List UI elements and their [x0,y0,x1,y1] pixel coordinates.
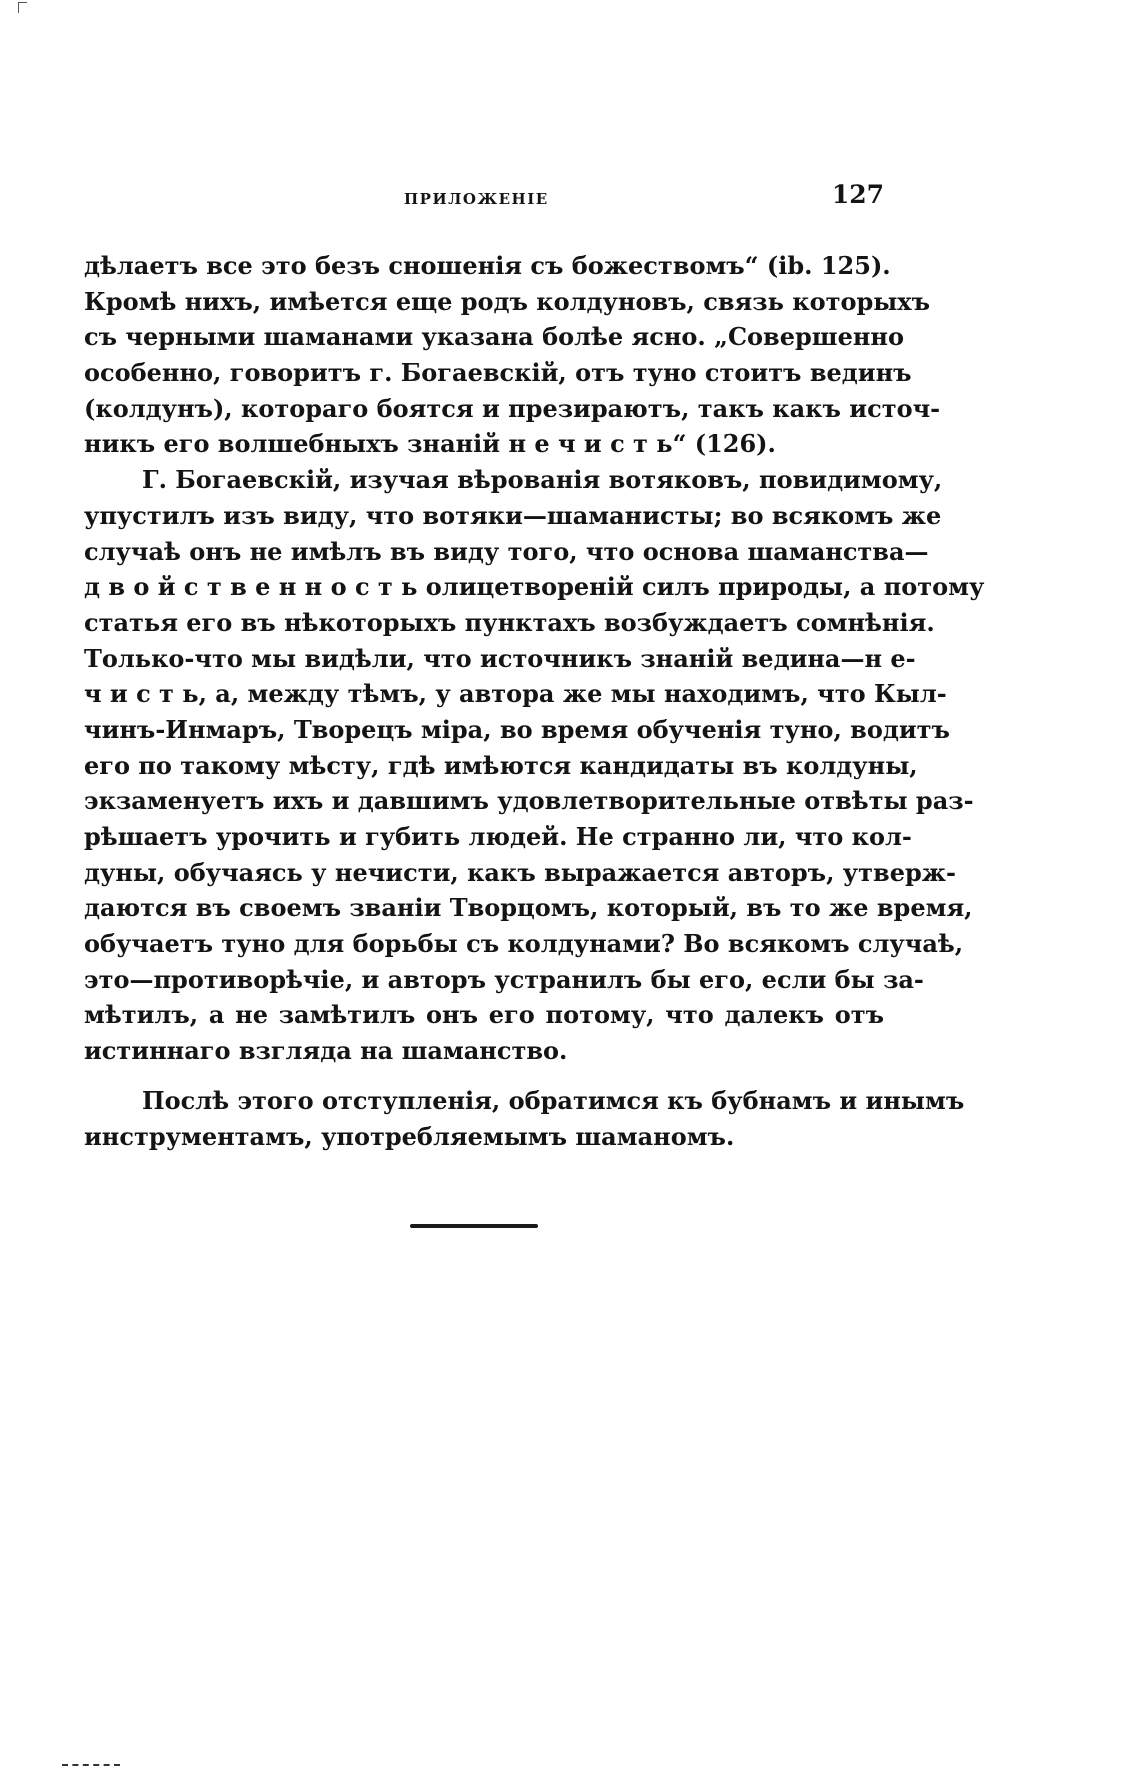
section-end-rule [410,1224,538,1228]
text-line: дѣлаетъ все это безъ сношенія съ божествомъ“ (ib. 125). [84,251,891,280]
body-text [84,248,985,1154]
text-line: съ черными шаманами указана болѣе ясно. „Совершенно [84,322,904,352]
text-line: (колдунъ), котораго боятся и презираютъ, такъ какъ источ- [84,393,941,423]
text-line: упустилъ изъ виду, что вотяки—шаманисты; во всякомъ же [84,500,942,530]
scan-bottom-mark [62,1764,120,1768]
text-line: Послѣ этого отступленія, обратимся къ бубнамъ и инымъ [142,1085,965,1115]
text-line: статья его въ нѣкоторыхъ пунктахъ возбуждаетъ сомнѣнія. [84,607,935,637]
text-line: особенно, говоритъ г. Богаевскій, отъ туно стоитъ вединъ [84,358,912,388]
scan-corner-mark [18,2,27,13]
text-line: экзаменуетъ ихъ и давшимъ удовлетворительные отвѣты раз- [84,786,974,816]
text-line: его по такому мѣсту, гдѣ имѣются кандидаты въ колдуны, [84,750,918,780]
text-line: даются въ своемъ званіи Творцомъ, который, въ то же время, [84,893,973,923]
page-header [84,180,884,220]
text-line: обучаетъ туно для борьбы съ колдунами? Во всякомъ случаѣ, [84,929,964,959]
paragraph-gap [84,1069,884,1083]
text-line: чинъ-Инмаръ, Творецъ міра, во время обученія туно, водитъ [84,714,950,744]
text-line: Кромѣ нихъ, имѣется еще родъ колдуновъ, связь которыхъ [84,286,931,316]
text-line: Только-что мы видѣли, что источникъ знаній ведина—н е- [84,643,916,673]
text-line: рѣшаетъ урочить и губить людей. Не странно ли, что кол- [84,822,912,851]
text-line: мѣтилъ, а не замѣтилъ онъ его потому, что далекъ отъ [84,1000,884,1030]
text-line: Г. Богаевскій, изучая вѣрованія вотяковъ, повидимому, [142,465,943,495]
running-title: ПРИЛОЖЕНІЕ [404,190,549,208]
page-number: 127 [831,180,884,209]
text-line: ч и с т ь, а, между тѣмъ, у автора же мы находимъ, что Кыл- [84,679,947,709]
text-line: истиннаго взгляда на шаманство. [84,1036,568,1066]
text-line: случаѣ онъ не имѣлъ въ виду того, что основа шаманства— [84,536,929,566]
text-line: это—противорѣчіе, и авторъ устранилъ бы его, если бы за- [84,964,924,994]
text-line: дуны, обучаясь у нечисти, какъ выражается авторъ, утверж- [84,857,956,887]
text-line: д в о й с т в е н н о с т ь олицетвореній силъ природы, а потому [84,572,985,602]
text-line: никъ его волшебныхъ знаній н е ч и с т ь“ (126). [84,429,776,459]
text-line: инструментамъ, употребляемымъ шаманомъ. [84,1121,735,1151]
